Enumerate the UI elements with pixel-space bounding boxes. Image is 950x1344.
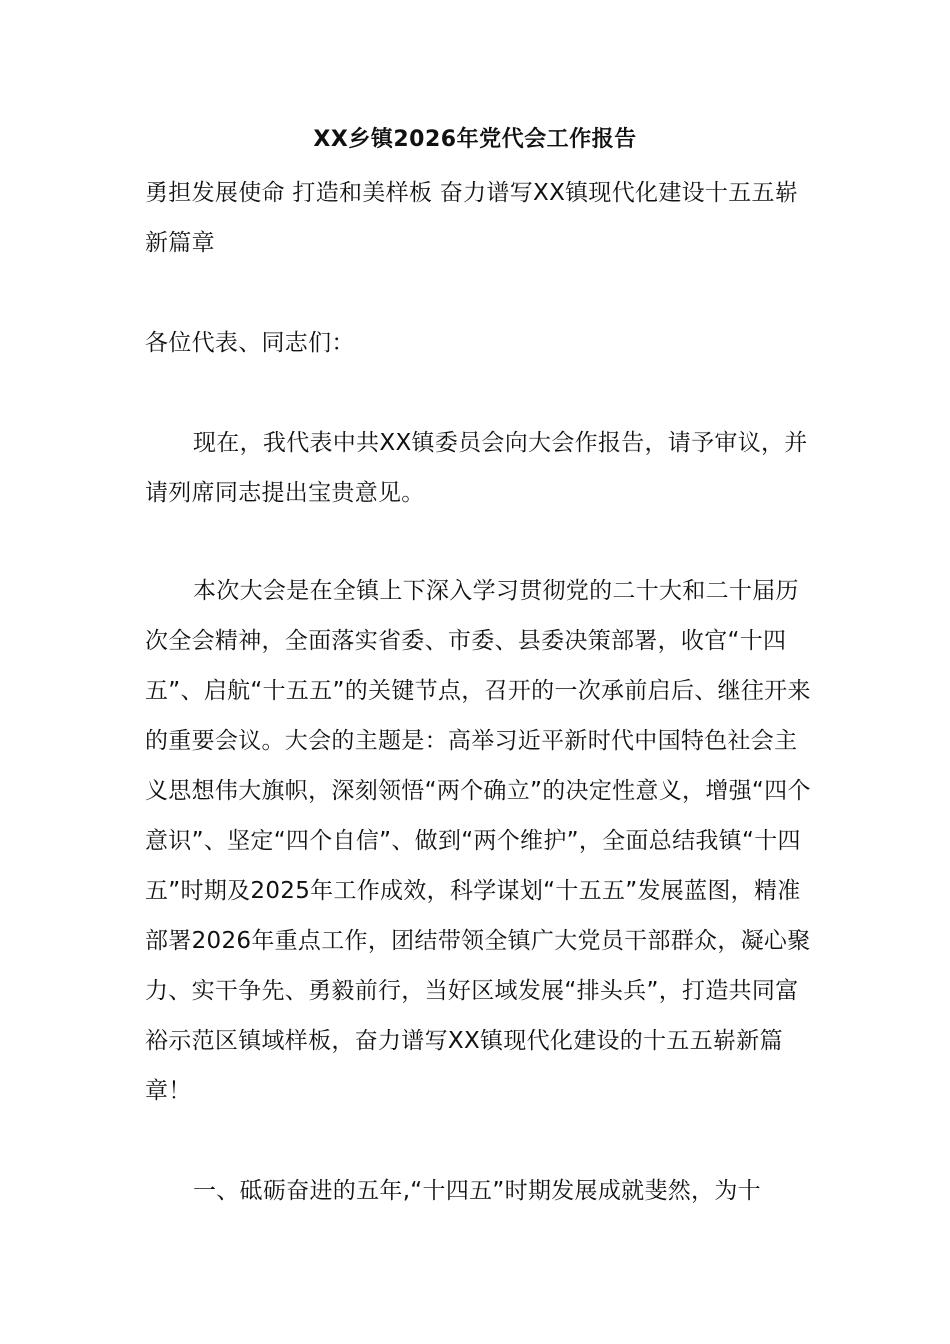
section-heading-1: 一、砥砺奋进的五年,“十四五”时期发展成就斐然，为十 xyxy=(193,1178,761,1204)
document-subtitle: 勇担发展使命 打造和美样板 奋力谱写XX镇现代化建设十五五崭新篇章 xyxy=(145,180,799,256)
paragraph-intro: 现在，我代表中共XX镇委员会向大会作报告，请予审议，并请列席同志提出宝贵意见。 xyxy=(145,430,808,506)
document-title: XX乡镇2026年党代会工作报告 xyxy=(313,127,637,152)
paragraph-theme: 本次大会是在全镇上下深入学习贯彻党的二十大和二十届历次全会精神，全面落实省委、市委、县委决策部署，收官“十四五”、启航“十五五”的关键节点，召开的一次承前启后、继往开来的重要会议。大会的主题是：高举习近平新时代中国特色社会主义思想伟大旗帜，深刻领悟“两个确立”的决定性意义，增强“四个意识”、坚定“四个自信”、做到“两个维护”，全面总结我镇“十四五”时期及2025年工作成效，科学谋划“十五五”发展蓝图，精准部署2026年重点工作，团结带领全镇广大党员干部群众，凝心聚力、实干争先、勇毅前行，当好区域发展“排头兵”，打造共同富裕示范区镇域样板，奋力谱写XX镇现代化建设的十五五崭新篇章！ xyxy=(145,578,811,1104)
salutation: 各位代表、同志们： xyxy=(145,330,355,356)
